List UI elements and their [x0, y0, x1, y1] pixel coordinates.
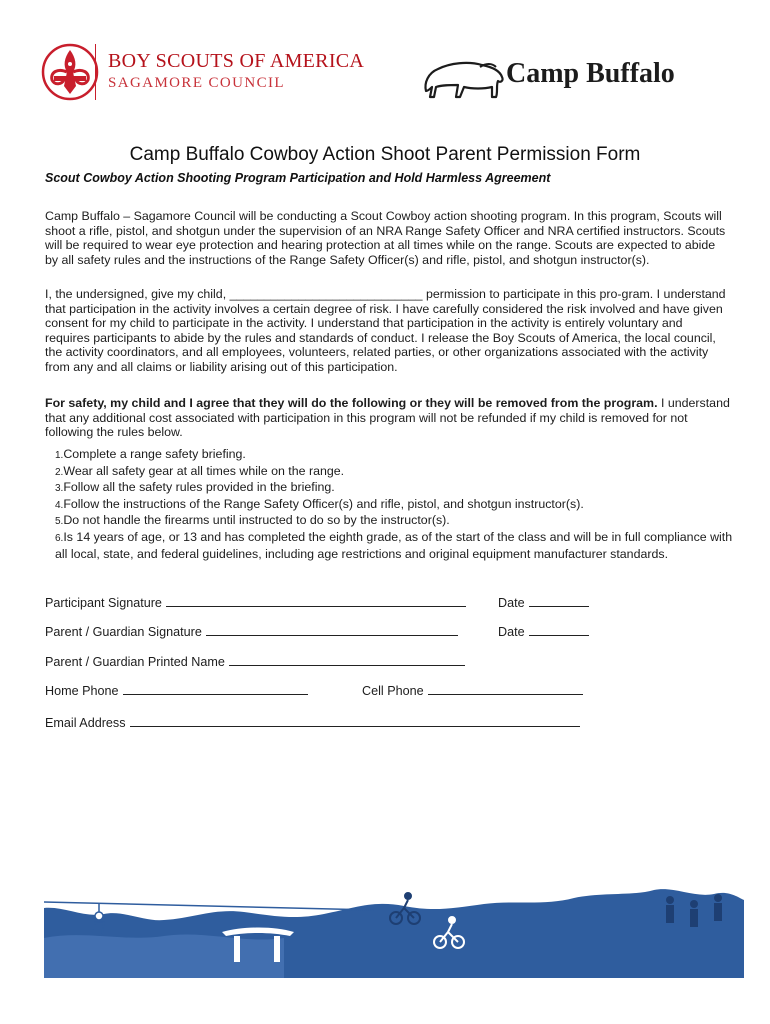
rules-list	[55, 447, 735, 561]
rule-text: Is 14 years of age, or 13 and has completed the eighth grade, as of the start of the class and will be in full compliance with all local, state, and federal guidelines, including age restrictions and original equipment manufacturer standards.	[55, 529, 733, 561]
email-label: Email Address	[45, 716, 126, 730]
participant-signature-label: Participant Signature	[45, 596, 162, 610]
date1-row	[498, 594, 589, 610]
consent-paragraph: I, the undersigned, give my child, ____________________________ permission to participate in this pro-gram. I understand that participation in the activity involves a certain degree of risk. I have carefully considered the risk involved and have given consent for my child to participate in the activity. I understand that participation in the activity is entirely voluntary and requires participants to abide by the rules and standards of conduct. I release the Boy Scouts of America, the local council, the activity coordinators, and all employees, volunteers, related parties, or other organizations associated with the activity from any and all claims or liability arising out of this participation.	[45, 287, 726, 374]
bsa-fleur-de-lis-logo	[40, 42, 100, 102]
parent-printed-name-row	[45, 653, 465, 669]
rule-item	[55, 447, 735, 464]
camp-name: Camp Buffalo	[506, 58, 675, 89]
rule-number: 6.	[55, 532, 64, 544]
rule-item	[55, 497, 735, 514]
rule-text: Follow all the safety rules provided in the briefing.	[63, 480, 335, 495]
parent-signature-label: Parent / Guardian Signature	[45, 625, 202, 639]
rule-text: Do not handle the firearms until instructed to do so by the instructor(s).	[63, 513, 450, 528]
safety-agreement	[45, 396, 730, 440]
cell-phone-line[interactable]	[428, 682, 583, 695]
rule-item	[55, 480, 735, 497]
date2-label: Date	[498, 625, 525, 639]
safety-agreement-bold: For safety, my child and I agree that they will do the following or they will be removed from the program.	[45, 396, 658, 410]
rule-number: 4.	[55, 499, 64, 511]
form-subtitle: Scout Cowboy Action Shooting Program Participation and Hold Harmless Agreement	[45, 171, 551, 185]
date2-row	[498, 623, 589, 639]
rule-item	[55, 530, 735, 561]
rule-number: 3.	[55, 483, 64, 495]
rule-text: Complete a range safety briefing.	[63, 447, 246, 461]
participant-signature-line[interactable]	[166, 594, 466, 607]
program-description: Camp Buffalo – Sagamore Council will be conducting a Scout Cowboy action shooting program. In this program, Scouts will shoot a rifle, pistol, and shotgun under the supervision of an NRA Range Safety Officer and NRA certified instructors. Scouts will be required to wear eye protection and hearing protection at all times while on the range. Scouts are expected to abide by all safety rules and the instructions of the Range Safety Officer(s) and rifle, pistol, and shotgun instructor(s).	[45, 209, 726, 267]
email-line[interactable]	[130, 714, 580, 727]
cell-phone-row	[362, 682, 583, 698]
participant-signature-row	[45, 594, 466, 610]
rule-number: 5.	[55, 516, 64, 528]
parent-signature-line[interactable]	[206, 623, 458, 636]
rule-number: 2.	[55, 466, 64, 478]
date2-line[interactable]	[529, 623, 589, 636]
mountain-highlight	[44, 934, 284, 978]
council-name: SAGAMORE COUNCIL	[108, 75, 285, 91]
rule-text: Follow the instructions of the Range Safety Officer(s) and rifle, pistol, and shotgun instructor(s).	[63, 496, 584, 511]
date1-line[interactable]	[529, 594, 589, 607]
form-title: Camp Buffalo Cowboy Action Shoot Parent Permission Form	[129, 144, 641, 165]
home-phone-line[interactable]	[123, 682, 308, 695]
home-phone-label: Home Phone	[45, 684, 119, 698]
parent-printed-name-label: Parent / Guardian Printed Name	[45, 655, 225, 669]
org-name: BOY SCOUTS OF AMERICA	[108, 50, 365, 72]
header-divider	[95, 44, 96, 100]
email-row	[45, 714, 580, 730]
buffalo-icon	[420, 55, 508, 101]
zipline-cable	[44, 902, 374, 910]
outdoor-activities-landscape	[44, 878, 744, 978]
home-phone-row	[45, 682, 308, 698]
safety-agreement-rest: I understand that any additional cost associated with participation in this program will not be refunded if my child is removed for not following the rules below.	[45, 396, 730, 440]
cell-phone-label: Cell Phone	[362, 684, 424, 698]
rule-item	[55, 464, 735, 481]
rule-number: 1.	[55, 450, 64, 461]
parent-signature-row	[45, 623, 458, 639]
rule-text: Wear all safety gear at all times while on the range.	[63, 463, 345, 478]
parent-printed-name-line[interactable]	[229, 653, 465, 666]
date1-label: Date	[498, 596, 525, 610]
rule-item	[55, 513, 735, 530]
